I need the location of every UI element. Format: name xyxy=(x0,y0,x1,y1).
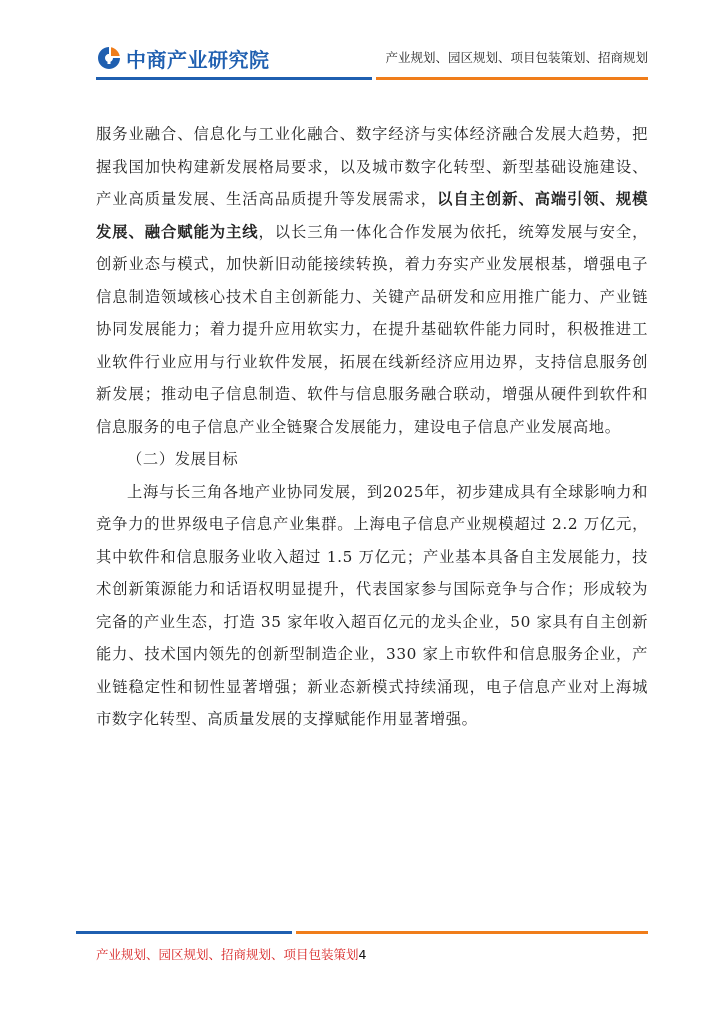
footer-tagline: 产业规划、园区规划、招商规划、项目包装策划 xyxy=(96,947,359,962)
header-divider-blue xyxy=(96,77,372,80)
paragraph-strategy-part2: ，以长三角一体化合作发展为依托，统筹发展与安全，创新业态与模式，加快新旧动能接续转换，着力夯实产业发展根基，增强电子信息制造领域核心技术自主创新能力、关键产品研发和应用推广能力、产业链协同发展能力；着力提升应用软实力，在提升基础软件能力同时，积极推进工业软件行业应用与行业软件发展，拓展在线新经济应用边界，支持信息服务创新发展；推动电子信息制造、软件与信息服务融合联动，增强从硬件到软件和信息服务的电子信息产业全链聚合发展能力，建设电子信息产业发展高地。 xyxy=(96,222,648,436)
paragraph-strategy xyxy=(96,118,648,443)
paragraph-strategy-part1: 服务业融合、信息化与工业化融合、数字经济与实体经济融合发展大趋势，把握我国加快构建新发展格局要求，以及城市数字化转型、新型基础设施建设、产业高质量发展、生活高品质提升等发展需求， xyxy=(96,125,648,208)
company-logo xyxy=(96,44,270,72)
paragraph-strategy-bold: 以自主创新、高端引领、规模发展、融合赋能为主线 xyxy=(96,190,648,241)
page-header xyxy=(0,0,724,90)
footer-divider-blue xyxy=(76,931,292,934)
page-number: 4 xyxy=(358,947,367,962)
paragraph-goals: 上海与长三角各地产业协同发展，到2025年，初步建成具有全球影响力和竞争力的世界级电子信息产业集群。上海电子信息产业规模超过 2.2 万亿元，其中软件和信息服务业收入超过 1.5 万亿元；产业基本具备自主发展能力，技术创新策源能力和话语权明显提升，代表国家参与国际竞争与合作；形成较为完备的产业生态，打造 35 家年收入超百亿元的龙头企业，50 家具有自主创新能力、技术国内领先的创新型制造企业，330 家上市软件和信息服务企业，产业链稳定性和韧性显著增强；新业态新模式持续涌现，电子信息产业对上海城市数字化转型、高质量发展的支撑赋能作用显著增强。 xyxy=(96,482,648,728)
section-heading-goals: （二）发展目标 xyxy=(127,450,239,468)
header-tagline: 产业规划、园区规划、项目包装策划、招商规划 xyxy=(385,50,648,65)
document-body xyxy=(96,118,648,736)
footer-divider-orange xyxy=(296,931,648,934)
header-divider-orange xyxy=(376,77,648,80)
logo-mark-icon xyxy=(96,45,122,71)
page-footer xyxy=(96,945,366,963)
logo-text: 中商产业研究院 xyxy=(126,47,270,72)
